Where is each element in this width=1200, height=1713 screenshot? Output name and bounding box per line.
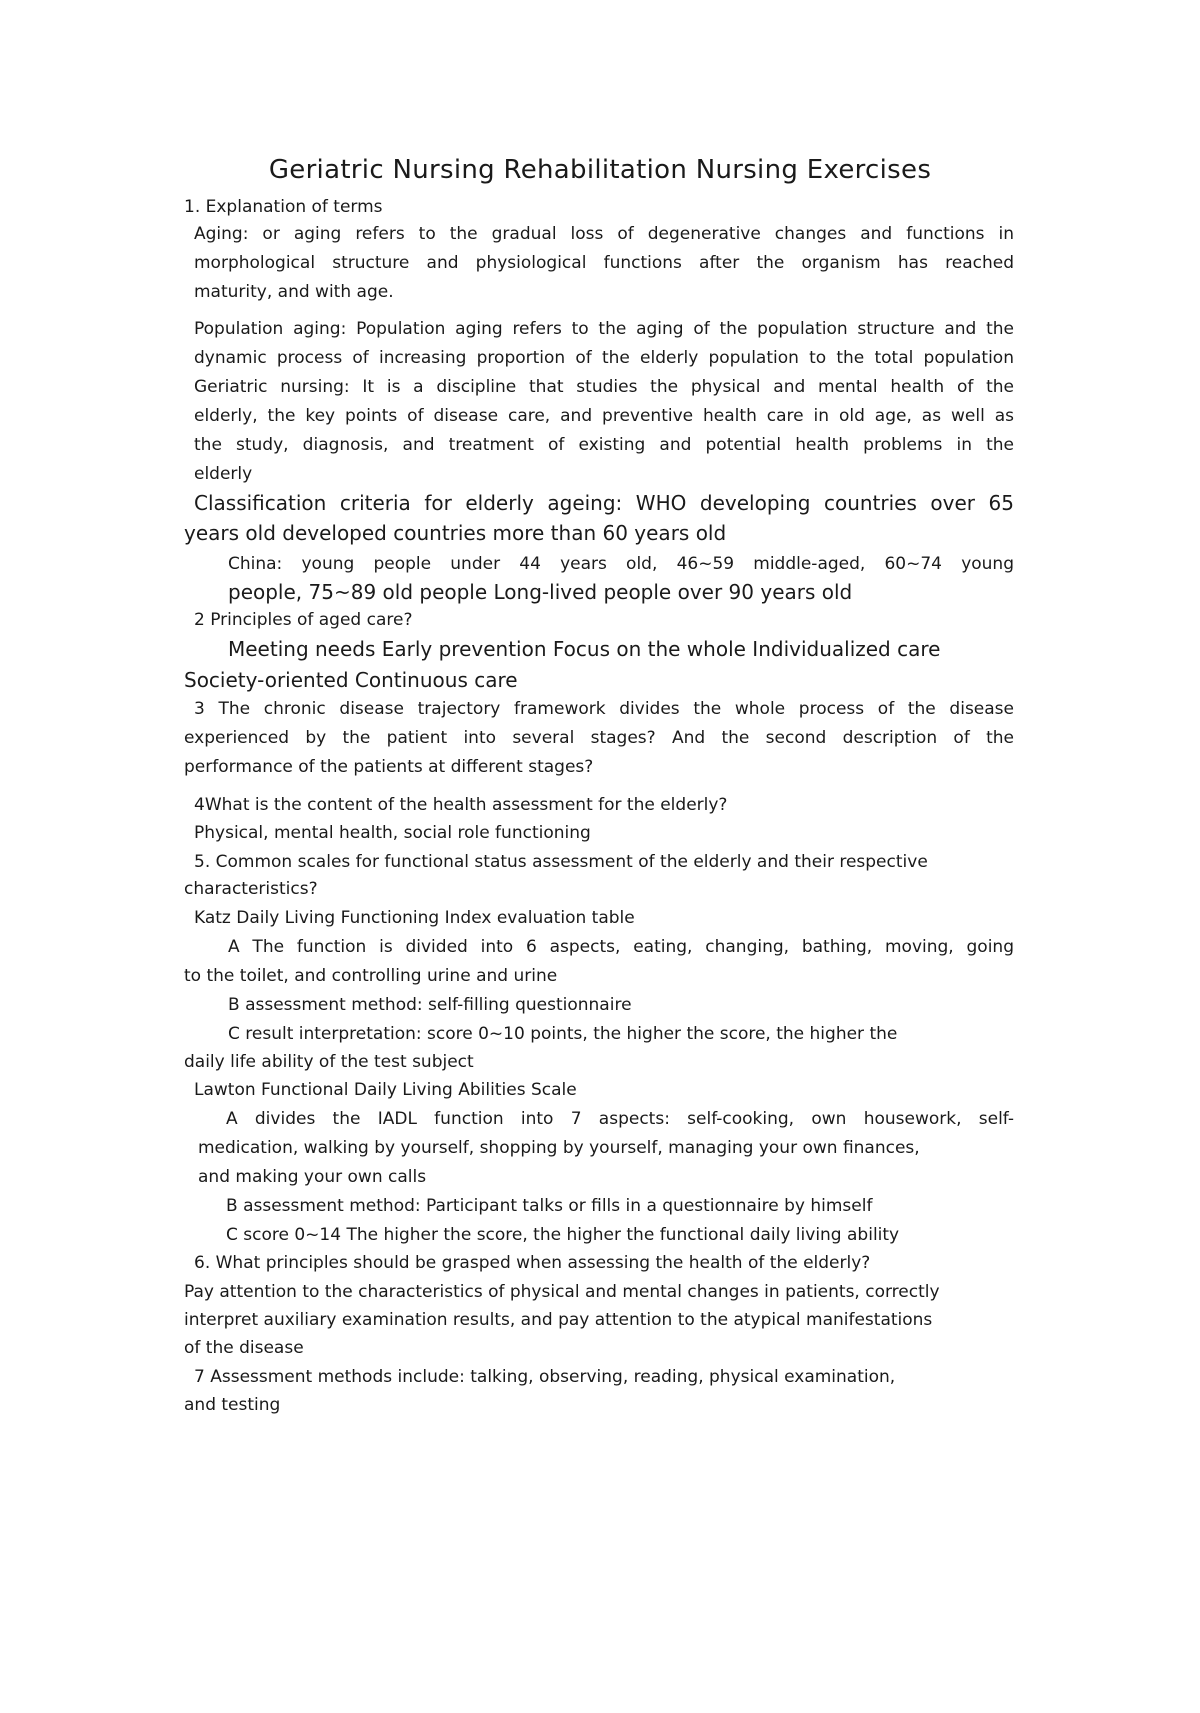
- paragraph-line: Lawton Functional Daily Living Abilities Scale: [194, 1080, 577, 1100]
- paragraph-line: A The function is divided into 6 aspects, eating, changing, bathing, moving, going: [228, 937, 1014, 957]
- section-heading: 6. What principles should be grasped when assessing the health of the elderly?: [194, 1253, 871, 1273]
- paragraph-line: Pay attention to the characteristics of physical and mental changes in patients, correctly: [184, 1282, 940, 1302]
- paragraph-line: of the disease: [184, 1338, 304, 1358]
- paragraph-line: B assessment method: Participant talks or fills in a questionnaire by himself: [226, 1196, 873, 1216]
- paragraph-line: Aging: or aging refers to the gradual loss of degenerative changes and functions in: [194, 224, 1014, 244]
- paragraph-line: B assessment method: self-filling questionnaire: [228, 995, 632, 1015]
- paragraph-line: C score 0~14 The higher the score, the higher the functional daily living ability: [226, 1225, 900, 1245]
- paragraph-line: Physical, mental health, social role functioning: [194, 823, 591, 843]
- paragraph-line: medication, walking by yourself, shopping by yourself, managing your own finances,: [198, 1138, 920, 1158]
- paragraph-line: 3 The chronic disease trajectory framework divides the whole process of the disease: [194, 699, 1014, 719]
- paragraph-line: the study, diagnosis, and treatment of existing and potential health problems in the: [194, 435, 1014, 455]
- paragraph-line: A divides the IADL function into 7 aspects: self-cooking, own housework, self-: [226, 1109, 1014, 1129]
- paragraph-line: Katz Daily Living Functioning Index evaluation table: [194, 908, 635, 928]
- paragraph-line: years old developed countries more than 60 years old: [184, 521, 727, 545]
- paragraph-line: performance of the patients at different stages?: [184, 757, 594, 777]
- paragraph-line: and making your own calls: [198, 1167, 427, 1187]
- paragraph-line: Society-oriented Continuous care: [184, 668, 518, 692]
- paragraph-line: daily life ability of the test subject: [184, 1052, 474, 1072]
- document-title: Geriatric Nursing Rehabilitation Nursing Exercises: [268, 155, 932, 185]
- paragraph-line: interpret auxiliary examination results, and pay attention to the atypical manifestations: [184, 1310, 933, 1330]
- paragraph-line: C result interpretation: score 0~10 points, the higher the score, the higher the: [228, 1024, 898, 1044]
- section-heading: 5. Common scales for functional status assessment of the elderly and their respective: [194, 852, 928, 872]
- paragraph-line: Geriatric nursing: It is a discipline that studies the physical and mental health of the: [194, 377, 1014, 397]
- section-heading: 4What is the content of the health assessment for the elderly?: [194, 795, 728, 815]
- paragraph-line: Classification criteria for elderly ageing: WHO developing countries over 65: [194, 491, 1014, 515]
- paragraph-line: morphological structure and physiological functions after the organism has reached: [194, 253, 1014, 273]
- paragraph-line: Population aging: Population aging refers to the aging of the population structure and the: [194, 319, 1014, 339]
- paragraph-line: people, 75~89 old people Long-lived people over 90 years old: [228, 580, 853, 604]
- section-heading: 7 Assessment methods include: talking, observing, reading, physical examination,: [194, 1367, 896, 1387]
- paragraph-line: characteristics?: [184, 879, 318, 899]
- paragraph-line: Meeting needs Early prevention Focus on the whole Individualized care: [228, 637, 941, 661]
- paragraph-line: experienced by the patient into several stages? And the second description of the: [184, 728, 1014, 748]
- paragraph-line: China: young people under 44 years old, 46~59 middle-aged, 60~74 young: [228, 554, 1014, 574]
- paragraph-line: to the toilet, and controlling urine and urine: [184, 966, 558, 986]
- paragraph-line: and testing: [184, 1395, 281, 1415]
- paragraph-line: elderly: [194, 464, 253, 484]
- section-heading: 1. Explanation of terms: [184, 197, 383, 217]
- section-heading: 2 Principles of aged care?: [194, 610, 413, 630]
- paragraph-line: elderly, the key points of disease care, and preventive health care in old age, as well as: [194, 406, 1014, 426]
- paragraph-line: maturity, and with age.: [194, 282, 394, 302]
- paragraph-line: dynamic process of increasing proportion of the elderly population to the total population: [194, 348, 1014, 368]
